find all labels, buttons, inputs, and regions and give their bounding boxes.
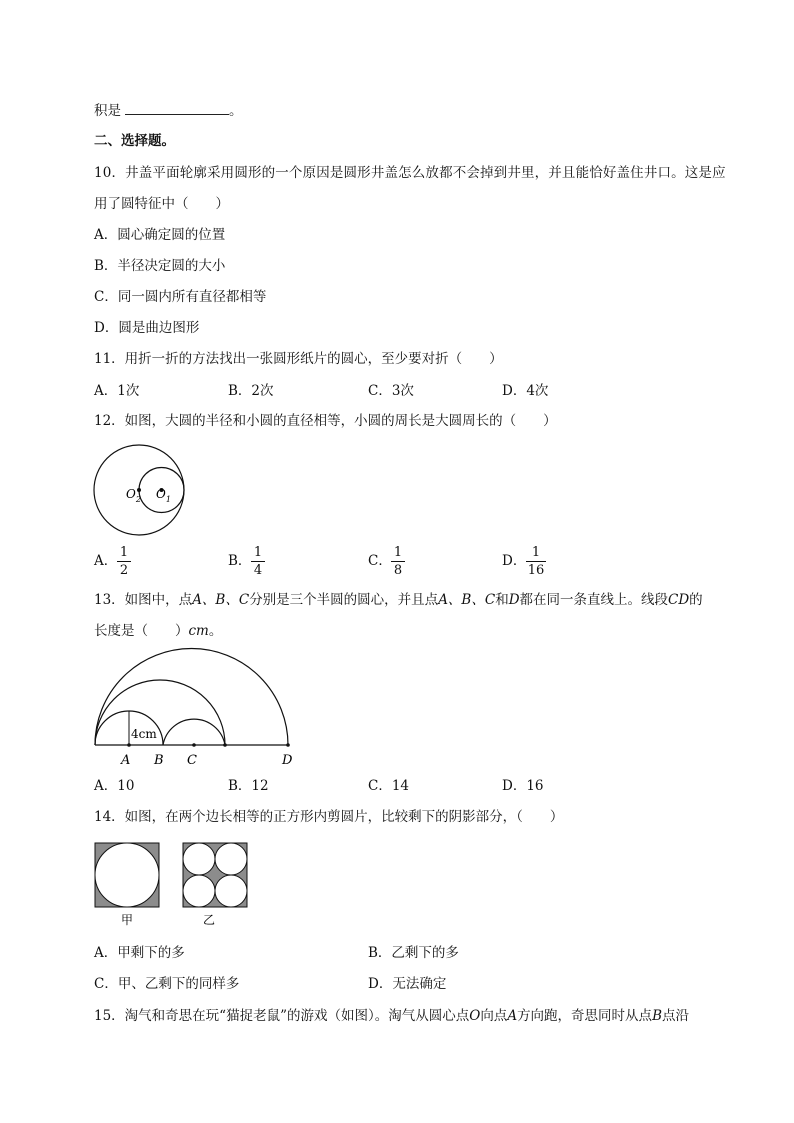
var-abc: A、B、C — [192, 592, 250, 608]
q12-circles-figure — [90, 440, 190, 540]
q11-option-a[interactable]: A．1次 — [94, 383, 140, 399]
q12-option-a-prefix[interactable]: A． — [94, 553, 118, 569]
q12-option-c-fraction[interactable]: 1 8 — [391, 545, 405, 578]
q10-option-c[interactable]: C．同一圆内所有直径都相等 — [94, 289, 267, 305]
q14-option-c[interactable]: C．甲、乙剩下的同样多 — [94, 976, 240, 992]
section-heading: 二、选择题。 — [94, 133, 175, 149]
q14-option-a[interactable]: A．甲剩下的多 — [94, 945, 185, 961]
q15-stem: 15．淘气和奇思在玩“猫捉老鼠”的游戏（如图）。淘气从圆心点O向点A方向跑，奇思同时从点B点沿 — [94, 1008, 689, 1024]
circle-yi-2 — [215, 843, 247, 875]
circle-yi-3 — [183, 875, 215, 907]
q13-semicircles-figure — [90, 645, 305, 770]
q12-option-a-fraction[interactable]: 1 2 — [117, 545, 131, 578]
q11-option-d[interactable]: D．4次 — [502, 383, 549, 399]
label-jia: 甲 — [121, 913, 134, 927]
measure-label: 4cm — [131, 727, 157, 741]
q12-option-d-fraction[interactable]: 1 16 — [527, 545, 545, 578]
point-d-label: D — [282, 753, 293, 768]
circle-yi-4 — [215, 875, 247, 907]
q12-option-b-fraction[interactable]: 1 4 — [251, 545, 265, 578]
point-e-dot — [223, 743, 227, 747]
q11-option-c[interactable]: C．3次 — [368, 383, 414, 399]
point-a-dot — [127, 743, 131, 747]
q13-option-a[interactable]: A．10 — [94, 778, 135, 794]
point-a-label: A — [121, 753, 131, 768]
var-d: D — [508, 592, 520, 608]
q13-stem-line2: 长度是（ ）cm。 — [94, 623, 223, 639]
q11-option-b[interactable]: B．2次 — [228, 383, 274, 399]
point-d-dot — [286, 743, 290, 747]
q13-stem-line1: 13．如图中，点A、B、C分别是三个半圆的圆心，并且点A、B、C和D都在同一条直线上。线段CD的 — [94, 592, 703, 608]
q13-option-c[interactable]: C．14 — [368, 778, 410, 794]
center-o2-dot — [137, 488, 141, 492]
semicircle-b — [95, 680, 225, 745]
q14-option-d[interactable]: D．无法确定 — [368, 976, 447, 992]
prev-answer-line — [94, 101, 243, 120]
label-o1: $O_1$ — [156, 487, 171, 504]
var-cd: CD — [668, 592, 690, 608]
q11-stem: 11．用折一折的方法找出一张圆形纸片的圆心，至少要对折（ ） — [94, 351, 503, 367]
label-yi: 乙 — [203, 913, 216, 927]
label-o2: $O_2$ — [126, 487, 141, 504]
prev-answer-text: 积是 — [94, 103, 121, 119]
q13-option-d[interactable]: D．16 — [502, 778, 544, 794]
point-c-label: C — [187, 753, 197, 768]
var-abc-2: A、B、C — [438, 592, 496, 608]
q10-stem-line2: 用了圆特征中（ ） — [94, 196, 229, 212]
semicircle-c — [95, 649, 288, 745]
circle-jia — [95, 843, 159, 907]
q12-option-d-prefix[interactable]: D． — [502, 553, 527, 569]
q14-stem: 14．如图，在两个边长相等的正方形内剪圆片，比较剩下的阴影部分，（ ） — [94, 809, 564, 825]
q10-stem-line1: 10．井盖平面轮廓采用圆形的一个原因是圆形井盖怎么放都不会掉到井里，并且能恰好盖住井口。这是应 — [94, 165, 726, 181]
q10-option-a[interactable]: A．圆心确定圆的位置 — [94, 227, 226, 243]
q13-option-b[interactable]: B．12 — [228, 778, 269, 794]
q14-option-b[interactable]: B．乙剩下的多 — [368, 945, 459, 961]
prev-answer-suffix: 。 — [229, 103, 243, 119]
q12-option-b-prefix[interactable]: B． — [228, 553, 252, 569]
q10-option-d[interactable]: D．圆是曲边图形 — [94, 320, 200, 336]
q12-stem: 12．如图，大圆的半径和小圆的直径相等，小圆的周长是大圆周长的（ ） — [94, 413, 557, 429]
q14-squares-figure — [92, 840, 252, 930]
circle-yi-1 — [183, 843, 215, 875]
semicircle-small-right — [163, 719, 225, 745]
point-b-label: B — [154, 753, 164, 768]
q12-option-c-prefix[interactable]: C． — [368, 553, 392, 569]
q10-option-b[interactable]: B．半径决定圆的大小 — [94, 258, 226, 274]
point-c-dot — [192, 743, 196, 747]
answer-blank[interactable] — [125, 101, 229, 115]
